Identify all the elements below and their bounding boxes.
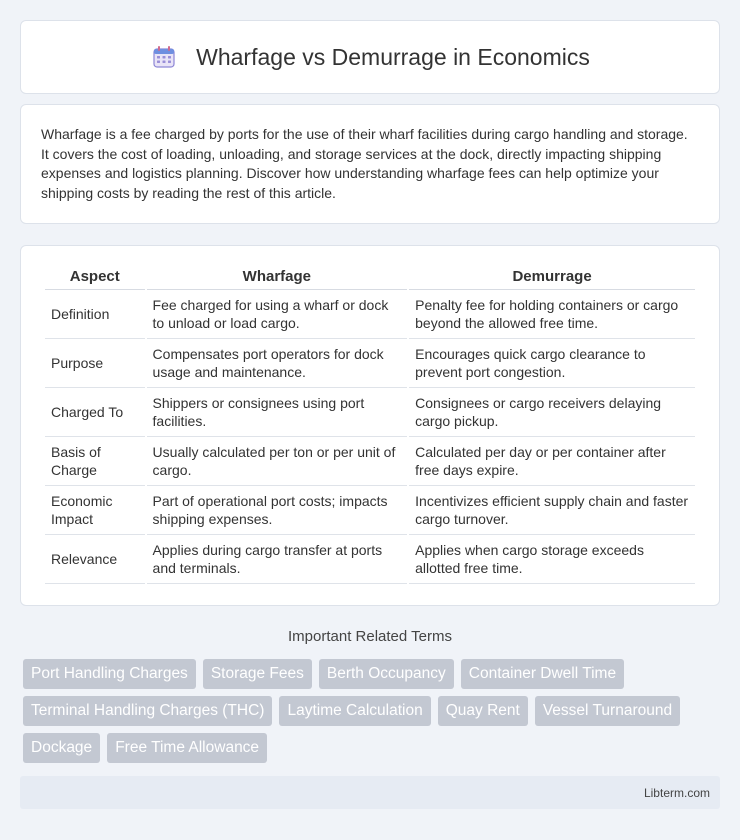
footer [20,776,720,809]
row-aspect: Basis of Charge [45,437,145,486]
tag-port-handling-charges[interactable]: Port Handling Charges [23,659,196,689]
table-row [45,535,695,584]
table-row [45,339,695,388]
table-row [45,388,695,437]
row-demurrage: Calculated per day or per container after free days expire. [409,437,695,486]
row-aspect: Definition [45,290,145,339]
row-wharfage: Compensates port operators for dock usage and maintenance. [147,339,408,388]
row-demurrage: Penalty fee for holding containers or cargo beyond the allowed free time. [409,290,695,339]
header-wharfage: Wharfage [147,264,408,290]
row-wharfage: Part of operational port costs; impacts shipping expenses. [147,486,408,535]
related-terms-tags [20,659,710,763]
table-row [45,486,695,535]
row-aspect: Charged To [45,388,145,437]
related-terms-section [20,628,720,763]
related-terms-title: Important Related Terms [288,628,452,645]
row-wharfage: Usually calculated per ton or per unit of cargo. [147,437,408,486]
row-demurrage: Consignees or cargo receivers delaying cargo pickup. [409,388,695,437]
row-wharfage: Applies during cargo transfer at ports and terminals. [147,535,408,584]
comparison-table-card [20,245,720,606]
table-header-row [45,264,695,290]
page-title: Wharfage vs Demurrage in Economics [196,43,590,70]
tag-laytime-calculation[interactable]: Laytime Calculation [279,696,430,726]
intro-card [20,104,720,224]
row-demurrage: Encourages quick cargo clearance to prevent port congestion. [409,339,695,388]
row-wharfage: Fee charged for using a wharf or dock to unload or load cargo. [147,290,408,339]
row-aspect: Purpose [45,339,145,388]
tag-berth-occupancy[interactable]: Berth Occupancy [319,659,454,689]
tag-quay-rent[interactable]: Quay Rent [438,696,528,726]
row-demurrage: Applies when cargo storage exceeds allotted free time. [409,535,695,584]
header-aspect: Aspect [45,264,145,290]
row-demurrage: Incentivizes efficient supply chain and faster cargo turnover. [409,486,695,535]
row-aspect: Relevance [45,535,145,584]
row-aspect: Economic Impact [45,486,145,535]
title-card [20,20,720,94]
tag-storage-fees[interactable]: Storage Fees [203,659,312,689]
footer-site-link[interactable]: Libterm.com [643,785,710,800]
table-row [45,437,695,486]
intro-paragraph: Wharfage is a fee charged by ports for the use of their wharf facilities during cargo handling and storage. It covers the cost of loading, unloading, and storage services at the dock, directly impacting shipping expenses and logistics planning. Discover how understanding wharfage fees can help optimize your shipping costs by reading the rest of this article. [41,126,688,201]
tag-free-time-allowance[interactable]: Free Time Allowance [107,733,267,763]
comparison-table [43,264,697,584]
calendar-icon [150,43,178,71]
row-wharfage: Shippers or consignees using port facilities. [147,388,408,437]
header-demurrage: Demurrage [409,264,695,290]
tag-container-dwell-time[interactable]: Container Dwell Time [461,659,624,689]
tag-terminal-handling-charges[interactable]: Terminal Handling Charges (THC) [23,696,272,726]
table-row [45,290,695,339]
tag-dockage[interactable]: Dockage [23,733,100,763]
tag-vessel-turnaround[interactable]: Vessel Turnaround [535,696,680,726]
